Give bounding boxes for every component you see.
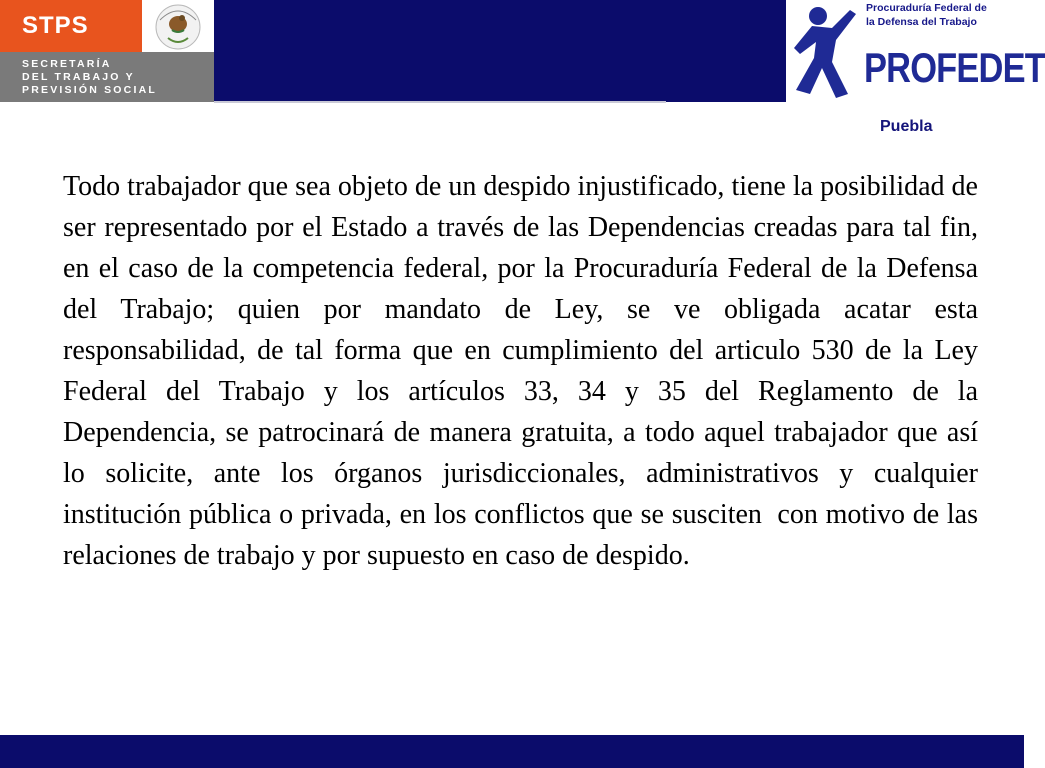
stps-name-line-2: DEL TRABAJO Y [22,71,135,83]
stps-acronym: STPS [22,12,89,39]
stps-name-line-3: PREVISIÓN SOCIAL [22,84,157,96]
footer-band [0,735,1024,768]
city-label: Puebla [880,118,933,135]
header-divider [214,101,666,103]
profedet-name-line-1: Procuraduría Federal de [866,2,987,14]
profedet-logo [786,0,1045,102]
stps-acronym-box [0,0,142,52]
profedet-full-name [866,1,1022,29]
mexico-coat-of-arms-icon [142,0,214,52]
profedet-name-line-2: la Defensa del Trabajo [866,16,977,28]
profedet-figure-icon [788,2,858,100]
stps-logo [0,0,214,102]
stps-name-line-1: SECRETARÍA [22,58,112,70]
profedet-brand: PROFEDET [864,44,1045,91]
stps-name [22,58,207,97]
body-paragraph: Todo trabajador que sea objeto de un despido injustificado, tiene la posibilidad de ser representado por el Estado a través de las Dependencias creadas para tal fin, en el caso de la competencia federal, por la Procuraduría Federal de la Defensa del Trabajo; quien por mandato de Ley, se ve obligada acatar esta responsabilidad, de tal forma que en cumplimiento del articulo 530 de la Ley Federal del Trabajo y los artículos 33, 34 y 35 del Reglamento de la Dependencia, se patrocinará de manera gratuita, a todo aquel trabajador que así lo solicite, ante los órganos jurisdiccionales, administrativos y cualquier institución pública o privada, en los conflictos que se susciten con motivo de las relaciones de trabajo y por supuesto en caso de despido. [63,171,985,571]
